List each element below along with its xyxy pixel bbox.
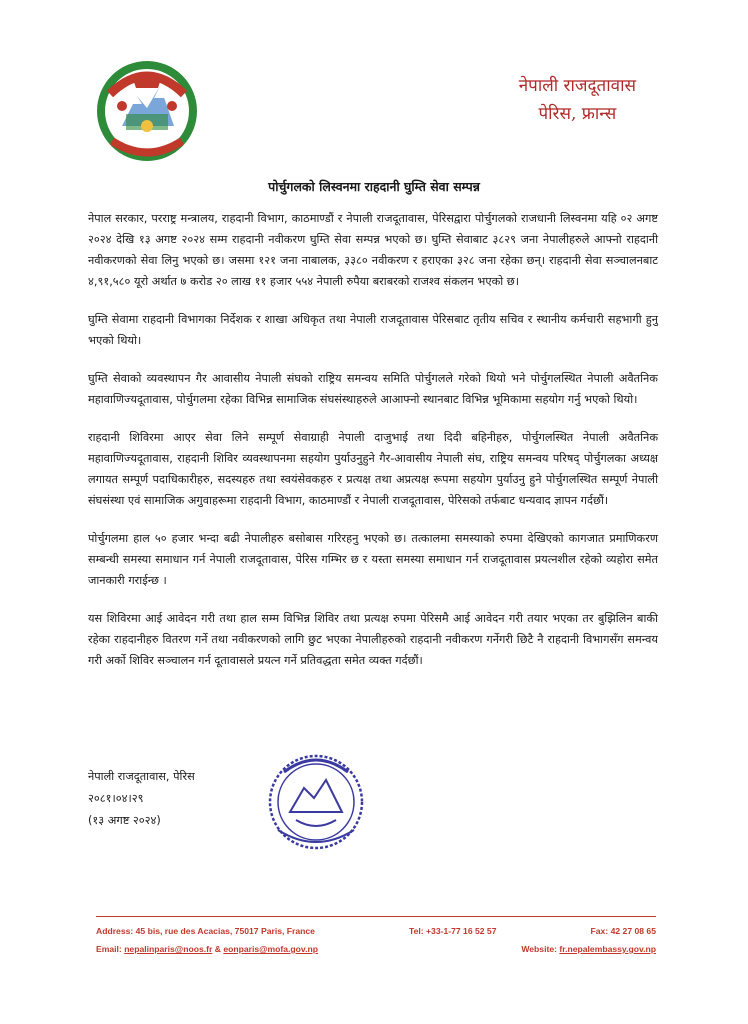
signature-org: नेपाली राजदूतावास, पेरिस bbox=[88, 770, 195, 783]
footer bbox=[96, 922, 656, 958]
letter-body bbox=[88, 208, 658, 688]
footer-fax bbox=[591, 922, 656, 940]
footer-email bbox=[96, 940, 318, 958]
email-link-primary[interactable]: nepalinparis@noos.fr bbox=[124, 944, 213, 954]
email-label: Email: bbox=[96, 944, 122, 954]
address-value: 45 bis, rue des Acacias, 75017 Paris, France bbox=[135, 926, 315, 936]
nepal-emblem-icon bbox=[92, 56, 202, 166]
website-link[interactable]: fr.nepalembassy.gov.np bbox=[559, 944, 656, 954]
tel-label: Tel: bbox=[408, 926, 424, 936]
paragraph: घुम्ति सेवाको व्यवस्थापन गैर आवासीय नेपाली संघको राष्ट्रिय समन्वय समिति पोर्चुगलले गरेको थियो भने पोर्चुगलस्थित नेपाली अवैतनिक महावाणिज्यदूतावास, पोर्चुगलमा रहेका विभिन्न सामाजिक संघसंस्थाहरुले आआफ्नो स्थानबाट विभिन्न भूमिकामा सहयोग गर्नु भएको थियो। bbox=[88, 372, 658, 406]
footer-tel bbox=[409, 922, 497, 940]
footer-address bbox=[96, 922, 315, 940]
email-link-secondary[interactable]: eonparis@mofa.gov.np bbox=[223, 944, 318, 954]
email-separator: & bbox=[214, 944, 221, 954]
website-label: Website: bbox=[521, 944, 557, 954]
footer-divider bbox=[96, 916, 656, 917]
footer-contact-row bbox=[96, 940, 656, 958]
footer-website bbox=[521, 940, 656, 958]
paragraph: नेपाल सरकार, परराष्ट्र मन्त्रालय, राहदानी विभाग, काठमाण्डौं र नेपाली राजदूतावास, पेरिसद्वारा पोर्चुगलको राजधानी लिस्वनमा यहि ०२ अगष्ट २०२४ देखि १३ अगष्ट २०२४ सम्म राहदानी नवीकरण घुम्ति सेवा सम्पन्न भएको छ। घुम्ति सेवाबाट ३८२९ जना नेपालीहरुले आफ्नो राहदानी नवीकरणको सेवा लिनु भएको छ। जसमा १२१ जना नाबालक, ३३८० नवीकरण र हराएका ३२८ जना रहेका छन्। राहदानी सेवा सञ्चालनबाट ४,९१,५८० यूरो अर्थात ७ करोड २० लाख ११ हजार ५५४ नेपाली रुपैया बराबरको राजश्व संकलन भएको छ। bbox=[88, 212, 658, 288]
paragraph: पोर्चुगलमा हाल ५० हजार भन्दा बढी नेपालीहरु बसोबास गरिरहनु भएको छ। तत्कालमा समस्याको रुपमा देखिएको कागजात प्रमाणिकरण सम्बन्धी समस्या समाधान गर्न नेपाली राजदूतावास, पेरिस गम्भिर छ र यस्ता समस्या समाधान गर्न राजदूतावास प्रयत्नशील रहेको व्यहोरा समेत जानकारी गराईन्छ । bbox=[88, 532, 658, 587]
address-label: Address: bbox=[96, 926, 134, 936]
signature-date-ad: (१३ अगष्ट २०२४) bbox=[88, 814, 161, 827]
signature-block bbox=[88, 766, 195, 832]
tel-value: +33-1-77 16 52 57 bbox=[426, 926, 497, 936]
embassy-header bbox=[519, 72, 636, 128]
embassy-stamp-icon bbox=[256, 750, 376, 862]
footer-address-row bbox=[96, 922, 656, 940]
embassy-location: पेरिस, फ्रान्स bbox=[538, 104, 617, 124]
embassy-name: नेपाली राजदूतावास bbox=[518, 76, 636, 96]
paragraph: यस शिविरमा आई आवेदन गरी तथा हाल सम्म विभिन्न शिविर तथा प्रत्यक्ष रुपमा पेरिसमै आई आवेदन गरी तयार भएका तर बुझिलिन बाकी रहेका राहदानीहरु वितरण गर्ने तथा नवीकरणको लागि छुट भएका नेपालीहरुको राहदानी नवीकरण गर्नेगरी छिटै नै राहदानी विभागसँग समन्वय गरी अर्को शिविर सञ्चालन गर्न दूतावासले प्रयत्न गर्ने प्रतिवद्धता समेत व्यक्त गर्दछौं। bbox=[88, 612, 658, 667]
fax-label: Fax: bbox=[590, 926, 609, 936]
fax-value: 42 27 08 65 bbox=[610, 926, 656, 936]
paragraph: घुम्ति सेवामा राहदानी विभागका निर्देशक र शाखा अधिकृत तथा नेपाली राजदूतावास पेरिसबाट तृतीय सचिव र स्थानीय कर्मचारी सहभागी हुनु भएको थियो। bbox=[88, 313, 658, 347]
signature-date-bs: २०८१।०४।२९ bbox=[88, 792, 144, 805]
press-release-title: पोर्चुगलको लिस्वनमा राहदानी घुम्ति सेवा सम्पन्न bbox=[268, 179, 480, 194]
paragraph: राहदानी शिविरमा आएर सेवा लिने सम्पूर्ण सेवाग्राही नेपाली दाजुभाई तथा दिदी बहिनीहरु, पोर्चुगलस्थित नेपाली अवैतनिक महावाणिज्यदूतावास, राहदानी शिविर व्यवस्थापनमा सहयोग पुर्याउनुहुने गैर-आवासीय नेपाली संघ, राष्ट्रिय समन्वय परिषद् पोर्चुगलका अध्यक्ष लगायत सम्पूर्ण पदाधिकारीहरु, सदस्यहरु तथा स्वयंसेवकहरु र प्रत्यक्ष तथा अप्रत्यक्ष रूपमा सहयोग पुर्याउनु हुने पोर्चुगलस्थित सम्पूर्ण नेपाली संघसंस्था एवं सामाजिक अगुवाहरूमा राहदानी विभाग, काठमाण्डौं र नेपाली राजदूतावास, पेरिसको तर्फबाट धन्यवाद ज्ञापन गर्दछौं। bbox=[88, 431, 658, 507]
